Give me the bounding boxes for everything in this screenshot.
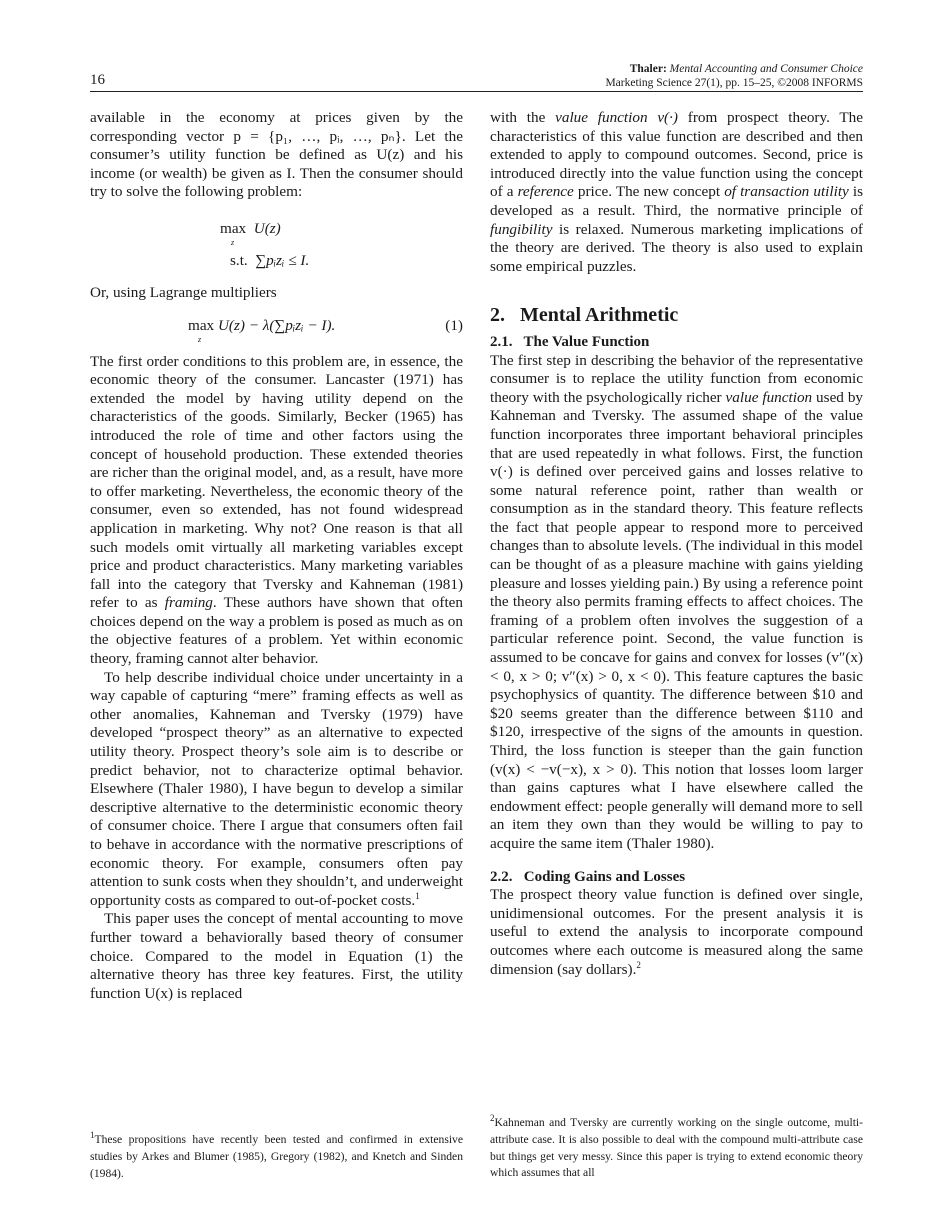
italic-term: of transaction utility: [724, 183, 849, 201]
paragraph: Or, using Lagrange multipliers: [90, 283, 277, 301]
left-column: [90, 109, 463, 1003]
text: The first order conditions to this problem are, in essence, the economic theory of the consumer. Lancaster (1971) has extended the model by having utility depend on the characteristics of the goods. Similarly, Becker (1965) has introduced the role of time and other factors using the concept of household production. These extended theories are richer than the original model, and, as a result, have more to offer marketing. Nevertheless, the economic theory of the consumer, even so extended, has not found widespread application in marketing. Why not? One reason is that all such models omit virtually all marketing variables except price and product characteristics. Many marketing variables fall into the category that Tversky and Kahneman (1981) refer to as: [90, 352, 463, 612]
footnote-text: Kahneman and Tversky are currently working on the single outcome, multi-attribute case. It is also possible to deal with the compound multi-attribute case but things get very messy. Since this paper is trying to extend economic theory which assumes that all: [490, 1116, 863, 1180]
italic-term: framing: [164, 594, 213, 612]
running-header: [605, 62, 863, 90]
subsection-heading: 2.1. The Value Function: [490, 333, 650, 350]
text: price. The new concept: [573, 183, 725, 201]
subject-to: s.t.: [230, 251, 248, 269]
text: used by Kahneman and Tversky. The assumed shape of the value function incorporates three important behavioral principles that are used repeatedly in what follows. First, the function v(·) is defined over perceived gains and losses relative to some natural reference point, rather than wealth or consumption as in the standard theory. This feature reflects the fact that people appear to respond more to perceived changes than to absolute levels. (The individual in this model can be thought of as a pleasure machine with gains yielding pleasure and losses yielding pain.) By using a reference point the theory also permits framing effects to affect choices. The framing of a problem often involves the suggestion of a particular reference point. Second, the value function is assumed to be concave for gains and convex for losses (v″(x) < 0, x > 0; v″(x) > 0, x < 0). This feature captures the basic psychophysics of quantity. The difference between $10 and $20 seems greater than the difference between $110 and $120, irrespective of the signs of the amounts in question. Third, the loss function is steeper than the gain function (v(x) < −v(−x), x > 0). This notion that losses loom larger than gains captures what I have elsewhere called the endowment effect: people generally will demand more to sell an item they own than they would be willing to pay to acquire the same item (Thaler 1980).: [490, 388, 864, 852]
section-heading: 2. Mental Arithmetic: [490, 304, 679, 327]
text: is relaxed. Numerous marketing implications of the theory are derived. The theory is also used to explain some empirical puzzles.: [490, 220, 863, 275]
right-column: [490, 109, 863, 979]
paragraph: [490, 109, 863, 276]
objective: U(z): [253, 219, 281, 237]
italic-term: value function: [725, 388, 813, 406]
text: To help describe individual choice under uncertainty in a way capable of capturing “mere” framing effects as well as other anomalies, Kahneman and Tversky (1979) have developed “prospect theory” as an alternative to expected utility theory. Prospect theory’s sole aim is to describe or predict behavior, not to characterize optimal behavior. Elsewhere (Thaler 1980), I have begun to develop a similar descriptive alternative to the deterministic economic theory of consumer choice. There I argue that consumers often fail to behave in accordance with the normative prescriptions of economic theory. For example, consumers often pay attention to sunk costs when they shouldn’t, and underweight opportunity costs as compared to out-of-pocket costs.: [90, 668, 463, 909]
italic-term: fungibility: [490, 220, 553, 238]
footnote-text: These propositions have recently been tested and confirmed in extensive studies by Arkes and Blumer (1985), Gregory (1982), and Knetch and Sinden (1984).: [90, 1133, 463, 1180]
header-journal: Marketing Science 27(1), pp. 15–25, ©2008 INFORMS: [605, 77, 863, 89]
equation-number: (1): [445, 316, 463, 334]
page-number: 16: [90, 72, 105, 88]
subscript: z: [198, 334, 202, 344]
italic-term: reference: [517, 183, 574, 201]
equation-1: [90, 316, 463, 344]
text: . These authors have shown that often choices depend on the way a problem is posed as much as on the objective features of a problem. Yet within economic theory, framing cannot alter behavior.: [90, 594, 463, 668]
equation-constraint: [230, 252, 463, 270]
header-author: Thaler:: [629, 63, 667, 75]
max-operator: max: [188, 316, 215, 334]
footnote-1: [90, 1132, 463, 1182]
paragraph: available in the economy at prices given by the corresponding vector p = {p₁, …, pᵢ, …, pₙ}. Let the consumer’s utility function be defined as U(z) and his income (or wealth) be given as I. Then the consumer should try to solve the following problem:: [90, 109, 463, 201]
header-title: Mental Accounting and Consumer Choice: [669, 63, 863, 75]
header-rule: [90, 91, 863, 92]
paragraph: [490, 352, 863, 854]
footnote-ref[interactable]: 2: [636, 959, 641, 970]
italic-term: value function v(·): [555, 109, 678, 126]
text: with the: [490, 109, 556, 126]
footnote-mark: 1: [90, 1130, 95, 1141]
max-operator: max: [220, 219, 247, 237]
footnote-ref[interactable]: 1: [415, 890, 420, 901]
footnote-mark: 2: [490, 1113, 495, 1124]
paragraph: [90, 669, 463, 911]
text: from prospect theory. The characteristics of this value function are described and then extended to apply to compound outcomes. Second, price is introduced directly into the value function using the concept of a: [490, 109, 863, 201]
paragraph: [490, 886, 863, 979]
lagrangian: U(z) − λ(∑pᵢzᵢ − I).: [217, 316, 336, 334]
constraint: ∑pᵢzᵢ ≤ I.: [255, 251, 310, 269]
text: The prospect theory value function is defined over single, unidimensional outcomes. For the present analysis it is useful to extend the analysis to incorporate compound outcomes where each outcome is measured along the same dimension (say dollars).: [490, 886, 863, 978]
equation-max: [220, 219, 463, 247]
paragraph: [90, 353, 463, 669]
subscript: z: [231, 237, 235, 247]
text: is developed as a result. Third, the normative principle of: [490, 183, 863, 219]
text: The first step in describing the behavior of the representative consumer is to replace the utility function from economic theory with the psychologically richer: [490, 351, 863, 406]
footnote-2: [490, 1115, 863, 1182]
subsection-heading: 2.2. Coding Gains and Losses: [490, 868, 686, 885]
paragraph: This paper uses the concept of mental accounting to move further toward a behaviorally based theory of consumer choice. Compared to the model in Equation (1) the alternative theory has three key features. First, the utility function U(x) is replaced: [90, 910, 463, 1002]
